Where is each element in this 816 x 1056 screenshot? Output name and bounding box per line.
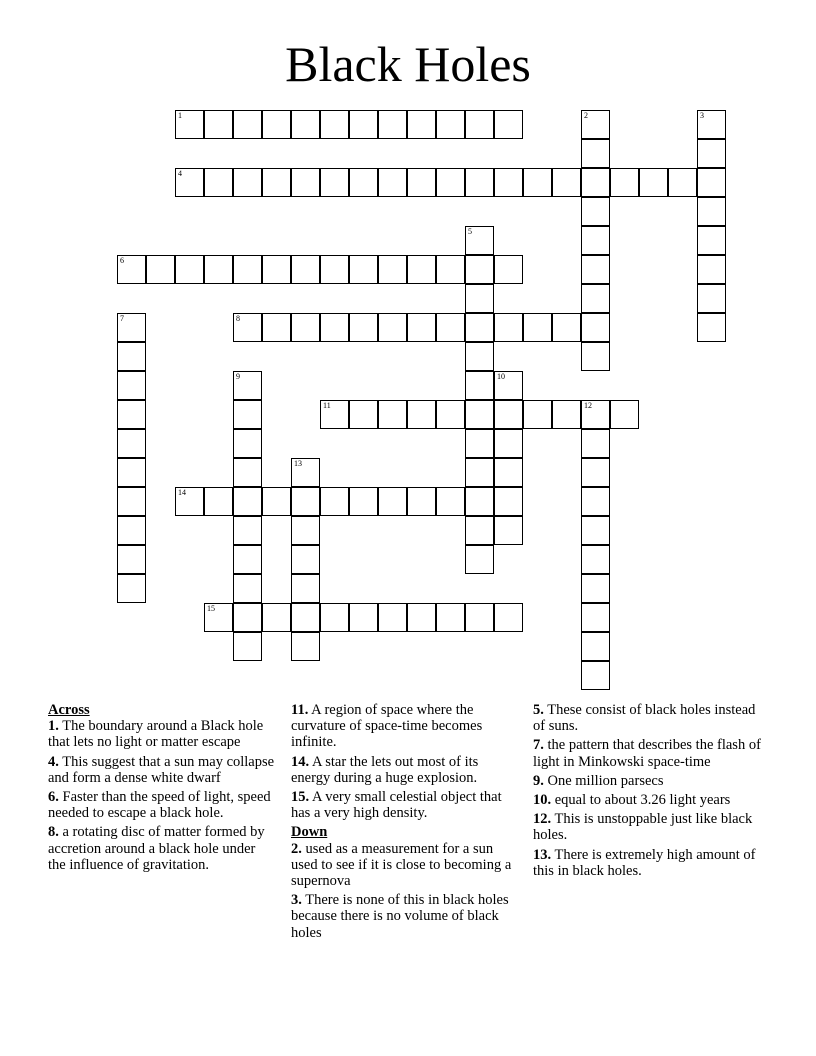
grid-cell[interactable] — [175, 168, 204, 197]
grid-cell[interactable] — [581, 661, 610, 690]
grid-cell[interactable] — [494, 371, 523, 400]
grid-cell[interactable] — [581, 197, 610, 226]
grid-cell[interactable] — [233, 458, 262, 487]
grid-cell[interactable] — [465, 255, 494, 284]
clue-number: 8 — [236, 314, 240, 323]
grid-cell[interactable] — [581, 632, 610, 661]
grid-cell[interactable] — [552, 313, 581, 342]
grid-cell[interactable] — [233, 603, 262, 632]
grid-cell[interactable] — [436, 313, 465, 342]
grid-cell[interactable] — [291, 545, 320, 574]
grid-cell[interactable] — [465, 284, 494, 313]
grid-cell[interactable] — [378, 110, 407, 139]
grid-cell[interactable] — [378, 487, 407, 516]
grid-cell[interactable] — [581, 284, 610, 313]
grid-cell[interactable] — [233, 487, 262, 516]
grid-cell[interactable] — [581, 603, 610, 632]
grid-cell[interactable] — [378, 168, 407, 197]
clue-down-5: 5. These consist of black holes instead of suns. — [533, 702, 756, 735]
grid-cell[interactable] — [581, 313, 610, 342]
grid-cell[interactable] — [465, 342, 494, 371]
clues-column-1 — [48, 702, 276, 876]
grid-cell[interactable] — [233, 255, 262, 284]
grid-cell[interactable] — [233, 110, 262, 139]
grid-cell[interactable] — [436, 255, 465, 284]
across-heading: Across — [48, 702, 90, 718]
grid-cell[interactable] — [552, 400, 581, 429]
grid-cell[interactable] — [349, 313, 378, 342]
grid-cell[interactable] — [494, 516, 523, 545]
grid-cell[interactable] — [291, 110, 320, 139]
grid-cell[interactable] — [494, 458, 523, 487]
grid-cell[interactable] — [581, 545, 610, 574]
grid-cell[interactable] — [407, 400, 436, 429]
grid-cell[interactable] — [117, 255, 146, 284]
grid-cell[interactable] — [320, 255, 349, 284]
clue-number: 12 — [584, 401, 592, 410]
grid-cell[interactable] — [349, 603, 378, 632]
grid-cell[interactable] — [349, 400, 378, 429]
grid-cell[interactable] — [465, 458, 494, 487]
clue-across-8: 8. a rotating disc of matter formed by accretion around a black hole under the influence of gravitation. — [48, 824, 265, 873]
grid-cell[interactable] — [117, 400, 146, 429]
clue-down-12: 12. This is unstoppable just like black holes. — [533, 811, 753, 844]
grid-cell[interactable] — [175, 255, 204, 284]
grid-cell[interactable] — [494, 255, 523, 284]
grid-cell[interactable] — [233, 632, 262, 661]
grid-cell[interactable] — [494, 313, 523, 342]
grid-cell[interactable] — [465, 371, 494, 400]
grid-cell[interactable] — [697, 313, 726, 342]
grid-cell[interactable] — [117, 458, 146, 487]
grid-cell[interactable] — [697, 255, 726, 284]
grid-cell[interactable] — [262, 487, 291, 516]
grid-cell[interactable] — [436, 110, 465, 139]
grid-cell[interactable] — [552, 168, 581, 197]
clue-number: 11 — [323, 401, 331, 410]
grid-cell[interactable] — [494, 429, 523, 458]
clue-number: 10 — [497, 372, 505, 381]
grid-cell[interactable] — [697, 168, 726, 197]
grid-cell[interactable] — [436, 168, 465, 197]
grid-cell[interactable] — [262, 168, 291, 197]
grid-cell[interactable] — [291, 516, 320, 545]
grid-cell[interactable] — [610, 400, 639, 429]
grid-cell[interactable] — [494, 110, 523, 139]
grid-cell[interactable] — [436, 400, 465, 429]
grid-cell[interactable] — [291, 632, 320, 661]
clue-number: 14 — [178, 488, 186, 497]
clue-down-10: 10. equal to about 3.26 light years — [533, 792, 731, 809]
grid-cell[interactable] — [378, 255, 407, 284]
grid-cell[interactable] — [204, 255, 233, 284]
grid-cell[interactable] — [320, 487, 349, 516]
grid-cell[interactable] — [146, 255, 175, 284]
grid-cell[interactable] — [233, 313, 262, 342]
grid-cell[interactable] — [581, 429, 610, 458]
grid-cell[interactable] — [465, 516, 494, 545]
grid-cell[interactable] — [523, 168, 552, 197]
grid-cell[interactable] — [117, 313, 146, 342]
grid-cell[interactable] — [581, 342, 610, 371]
grid-cell[interactable] — [697, 284, 726, 313]
grid-cell[interactable] — [233, 545, 262, 574]
clue-number: 3 — [700, 111, 704, 120]
grid-cell[interactable] — [233, 429, 262, 458]
grid-cell[interactable] — [233, 168, 262, 197]
grid-cell[interactable] — [465, 313, 494, 342]
clue-across-6: 6. Faster than the speed of light, speed needed to escape a black hole. — [48, 789, 271, 822]
clue-across-4: 4. This suggest that a sun may collapse and form a dense white dwarf — [48, 753, 275, 786]
grid-cell[interactable] — [581, 400, 610, 429]
grid-cell[interactable] — [349, 487, 378, 516]
grid-cell[interactable] — [407, 603, 436, 632]
grid-cell[interactable] — [204, 603, 233, 632]
clue-number: 1 — [178, 111, 182, 120]
clues-column-2 — [291, 702, 517, 944]
grid-cell[interactable] — [436, 603, 465, 632]
grid-cell[interactable] — [262, 255, 291, 284]
grid-cell[interactable] — [291, 458, 320, 487]
clue-number: 13 — [294, 459, 302, 468]
clue-down-7: 7. the pattern that describes the flash of light in Minkowski space-time — [533, 737, 761, 770]
clue-number: 5 — [468, 227, 472, 236]
grid-cell[interactable] — [581, 458, 610, 487]
grid-cell[interactable] — [262, 313, 291, 342]
grid-cell[interactable] — [291, 255, 320, 284]
grid-cell[interactable] — [233, 574, 262, 603]
grid-cell[interactable] — [465, 168, 494, 197]
grid-cell[interactable] — [523, 400, 552, 429]
grid-cell[interactable] — [233, 516, 262, 545]
grid-cell[interactable] — [465, 400, 494, 429]
grid-cell[interactable] — [581, 168, 610, 197]
grid-cell[interactable] — [117, 487, 146, 516]
clues-column-3 — [533, 702, 765, 882]
grid-cell[interactable] — [291, 603, 320, 632]
clue-across-15: 15. A very small celestial object that has a very high density. — [291, 789, 502, 822]
grid-cell[interactable] — [378, 400, 407, 429]
grid-cell[interactable] — [291, 313, 320, 342]
grid-cell[interactable] — [697, 139, 726, 168]
clue-number: 6 — [120, 256, 124, 265]
grid-cell[interactable] — [494, 400, 523, 429]
grid-cell[interactable] — [349, 168, 378, 197]
grid-cell[interactable] — [581, 574, 610, 603]
grid-cell[interactable] — [436, 487, 465, 516]
grid-cell[interactable] — [117, 516, 146, 545]
clue-number: 9 — [236, 372, 240, 381]
grid-cell[interactable] — [407, 487, 436, 516]
grid-cell[interactable] — [639, 168, 668, 197]
grid-cell[interactable] — [291, 487, 320, 516]
grid-cell[interactable] — [291, 574, 320, 603]
clue-number: 4 — [178, 169, 182, 178]
grid-cell[interactable] — [465, 429, 494, 458]
grid-cell[interactable] — [581, 487, 610, 516]
grid-cell[interactable] — [494, 603, 523, 632]
grid-cell[interactable] — [117, 574, 146, 603]
grid-cell[interactable] — [320, 168, 349, 197]
grid-cell[interactable] — [320, 603, 349, 632]
grid-cell[interactable] — [175, 487, 204, 516]
grid-cell[interactable] — [378, 603, 407, 632]
clue-down-2: 2. used as a measurement for a sun used to see if it is close to becoming a supernova — [291, 840, 512, 890]
grid-cell[interactable] — [407, 255, 436, 284]
grid-cell[interactable] — [233, 400, 262, 429]
clue-number: 7 — [120, 314, 124, 323]
grid-cell[interactable] — [291, 168, 320, 197]
grid-cell[interactable] — [262, 603, 291, 632]
clue-across-1: 1. The boundary around a Black hole that lets no light or matter escape — [48, 718, 264, 751]
down-heading: Down — [291, 824, 328, 841]
grid-cell[interactable] — [117, 371, 146, 400]
grid-cell[interactable] — [407, 313, 436, 342]
clue-number: 15 — [207, 604, 215, 613]
grid-cell[interactable] — [581, 516, 610, 545]
grid-cell[interactable] — [581, 255, 610, 284]
grid-cell[interactable] — [407, 168, 436, 197]
grid-cell[interactable] — [378, 313, 407, 342]
clue-down-3: 3. There is none of this in black holes because there is no volume of black holes — [291, 892, 509, 941]
grid-cell[interactable] — [117, 342, 146, 371]
grid-cell[interactable] — [320, 400, 349, 429]
grid-cell[interactable] — [204, 110, 233, 139]
grid-cell[interactable] — [320, 313, 349, 342]
grid-cell[interactable] — [262, 110, 291, 139]
grid-cell[interactable] — [117, 429, 146, 458]
grid-cell[interactable] — [697, 197, 726, 226]
grid-cell[interactable] — [117, 545, 146, 574]
grid-cell[interactable] — [465, 545, 494, 574]
grid-cell[interactable] — [581, 110, 610, 139]
clue-across-11: 11. A region of space where the curvature of space-time becomes infinite. — [291, 702, 483, 751]
grid-cell[interactable] — [204, 487, 233, 516]
grid-cell[interactable] — [523, 313, 552, 342]
grid-cell[interactable] — [465, 110, 494, 139]
clue-across-14: 14. A star the lets out most of its energy during a huge explosion. — [291, 753, 479, 786]
clue-number: 2 — [584, 111, 588, 120]
grid-cell[interactable] — [465, 487, 494, 516]
grid-cell[interactable] — [204, 168, 233, 197]
grid-cell[interactable] — [668, 168, 697, 197]
grid-cell[interactable] — [349, 110, 378, 139]
page-title: Black Holes — [285, 36, 531, 92]
grid-cell[interactable] — [175, 110, 204, 139]
grid-cell[interactable] — [349, 255, 378, 284]
grid-cell[interactable] — [465, 226, 494, 255]
grid-cell[interactable] — [233, 371, 262, 400]
grid-cell[interactable] — [407, 110, 436, 139]
clue-down-9: 9. One million parsecs — [533, 772, 664, 789]
grid-cell[interactable] — [610, 168, 639, 197]
grid-cell[interactable] — [494, 168, 523, 197]
grid-cell[interactable] — [465, 603, 494, 632]
grid-cell[interactable] — [320, 110, 349, 139]
grid-cell[interactable] — [581, 226, 610, 255]
clue-down-13: 13. There is extremely high amount of this in black holes. — [533, 846, 756, 879]
grid-cell[interactable] — [697, 110, 726, 139]
grid-cell[interactable] — [494, 487, 523, 516]
grid-cell[interactable] — [697, 226, 726, 255]
grid-cell[interactable] — [581, 139, 610, 168]
